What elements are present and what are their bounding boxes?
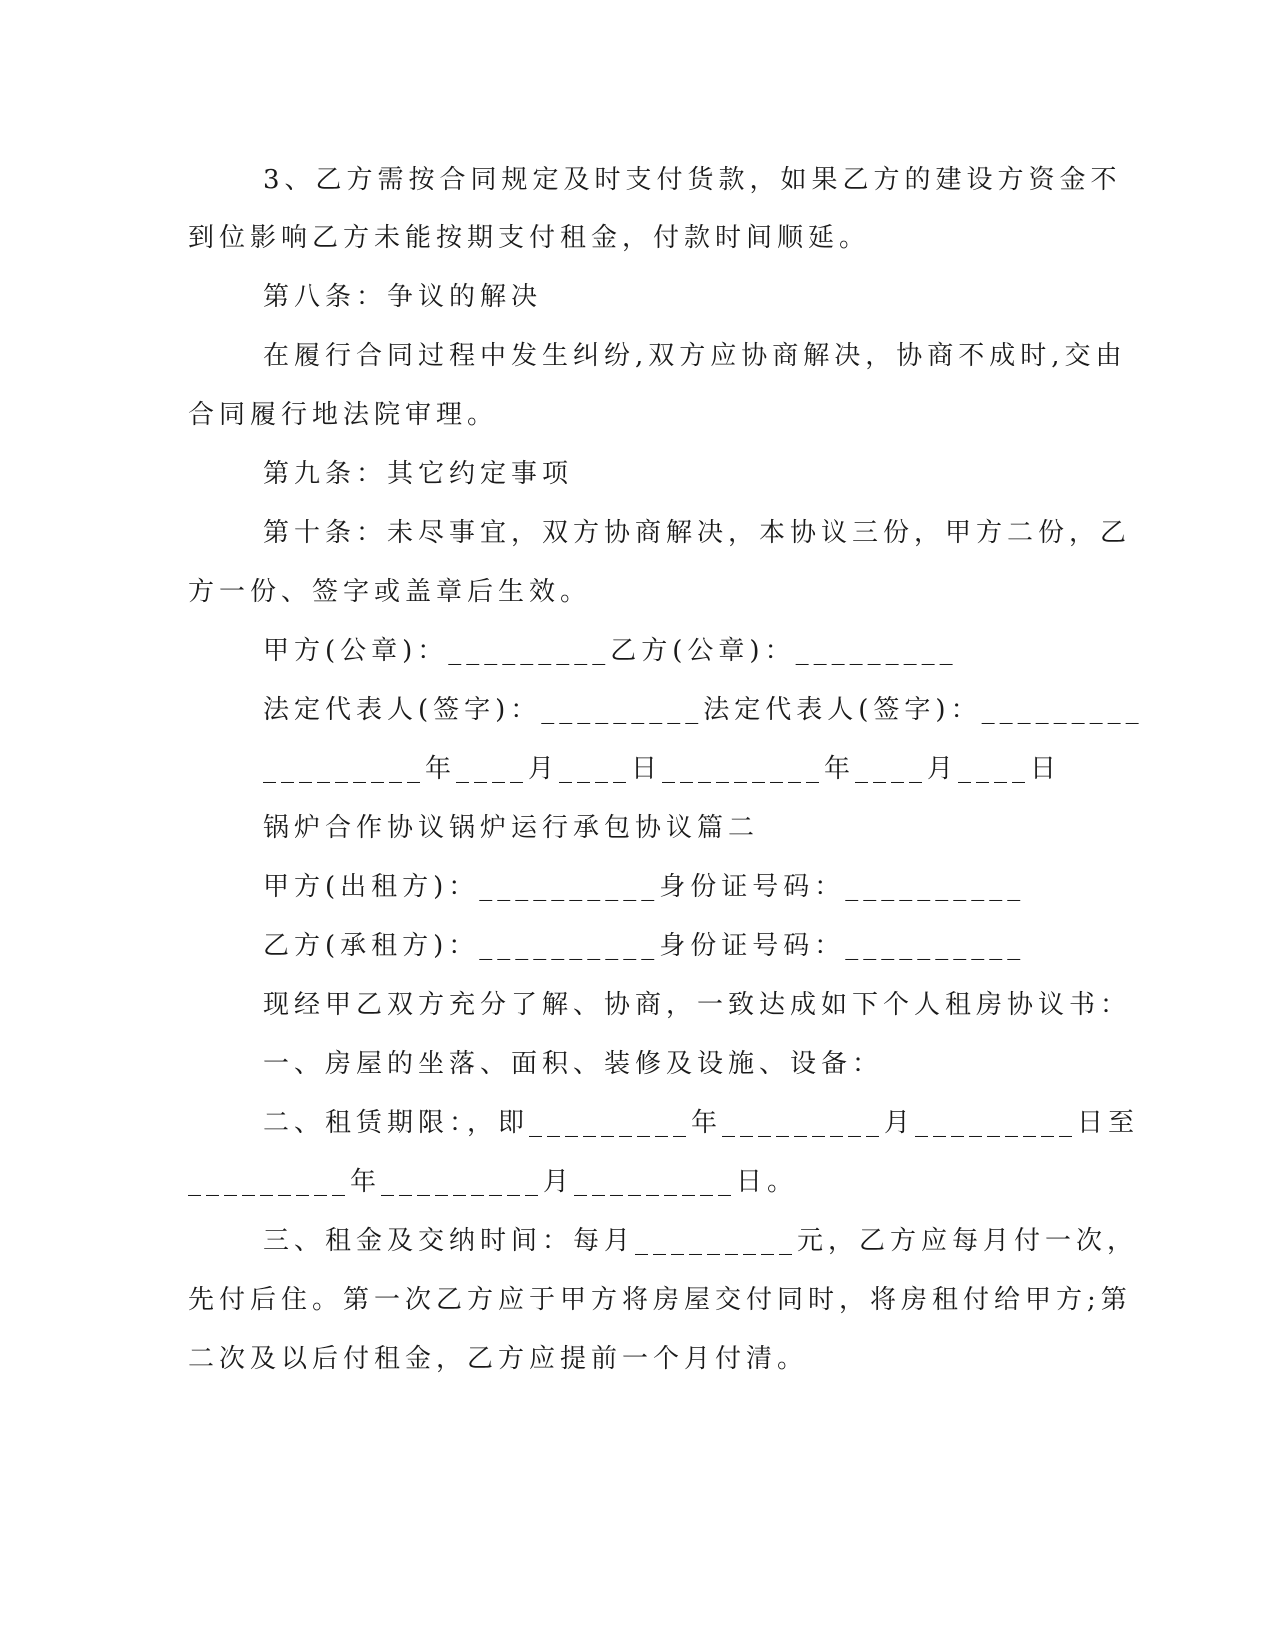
paragraph-dispute-cont: 合同履行地法院审理。 xyxy=(188,400,499,430)
article-10-paragraph: 第十条：未尽事宜，双方协商解决，本协议三份，甲方二份，乙 xyxy=(263,518,1132,548)
article-8-heading: 第八条：争议的解决 xyxy=(263,282,543,312)
section-title-part-2: 锅炉合作协议锅炉运行承包协议篇二 xyxy=(263,813,760,843)
item-3-rent: 三、租金及交纳时间：每月_________元，乙方应每月付一次， xyxy=(263,1226,1139,1256)
agreement-intro: 现经甲乙双方充分了解、协商，一致达成如下个人租房协议书： xyxy=(263,990,1132,1020)
paragraph-clause-3: 3、乙方需按合同规定及时支付货款，如果乙方的建设方资金不 xyxy=(263,165,1122,195)
signature-line: 法定代表人(签字)：_________法定代表人(签字)：_________ xyxy=(263,695,1144,725)
item-2-term-cont: _________年_________月_________日。 xyxy=(188,1167,799,1197)
party-b-line: 乙方(承租方)：__________身份证号码：__________ xyxy=(263,931,1026,961)
paragraph-clause-3-cont: 到位影响乙方未能按期支付租金，付款时间顺延。 xyxy=(188,223,871,253)
seal-line: 甲方(公章)：_________乙方(公章)：_________ xyxy=(263,636,958,666)
article-10-paragraph-cont: 方一份、签字或盖章后生效。 xyxy=(188,577,592,607)
item-3-rent-cont-2: 二次及以后付租金，乙方应提前一个月付清。 xyxy=(188,1344,809,1374)
item-3-rent-cont: 先付后住。第一次乙方应于甲方将房屋交付同时，将房租付给甲方;第 xyxy=(188,1285,1132,1315)
paragraph-dispute: 在履行合同过程中发生纠纷,双方应协商解决，协商不成时,交由 xyxy=(263,341,1127,371)
item-2-term: 二、租赁期限：，即_________年_________月_________日至 xyxy=(263,1108,1140,1138)
item-1-property: 一、房屋的坐落、面积、装修及设施、设备： xyxy=(263,1049,884,1079)
date-line: _________年____月____日_________年____月____日 xyxy=(263,754,1062,784)
article-9-heading: 第九条：其它约定事项 xyxy=(263,459,574,489)
party-a-line: 甲方(出租方)：__________身份证号码：__________ xyxy=(263,872,1026,902)
